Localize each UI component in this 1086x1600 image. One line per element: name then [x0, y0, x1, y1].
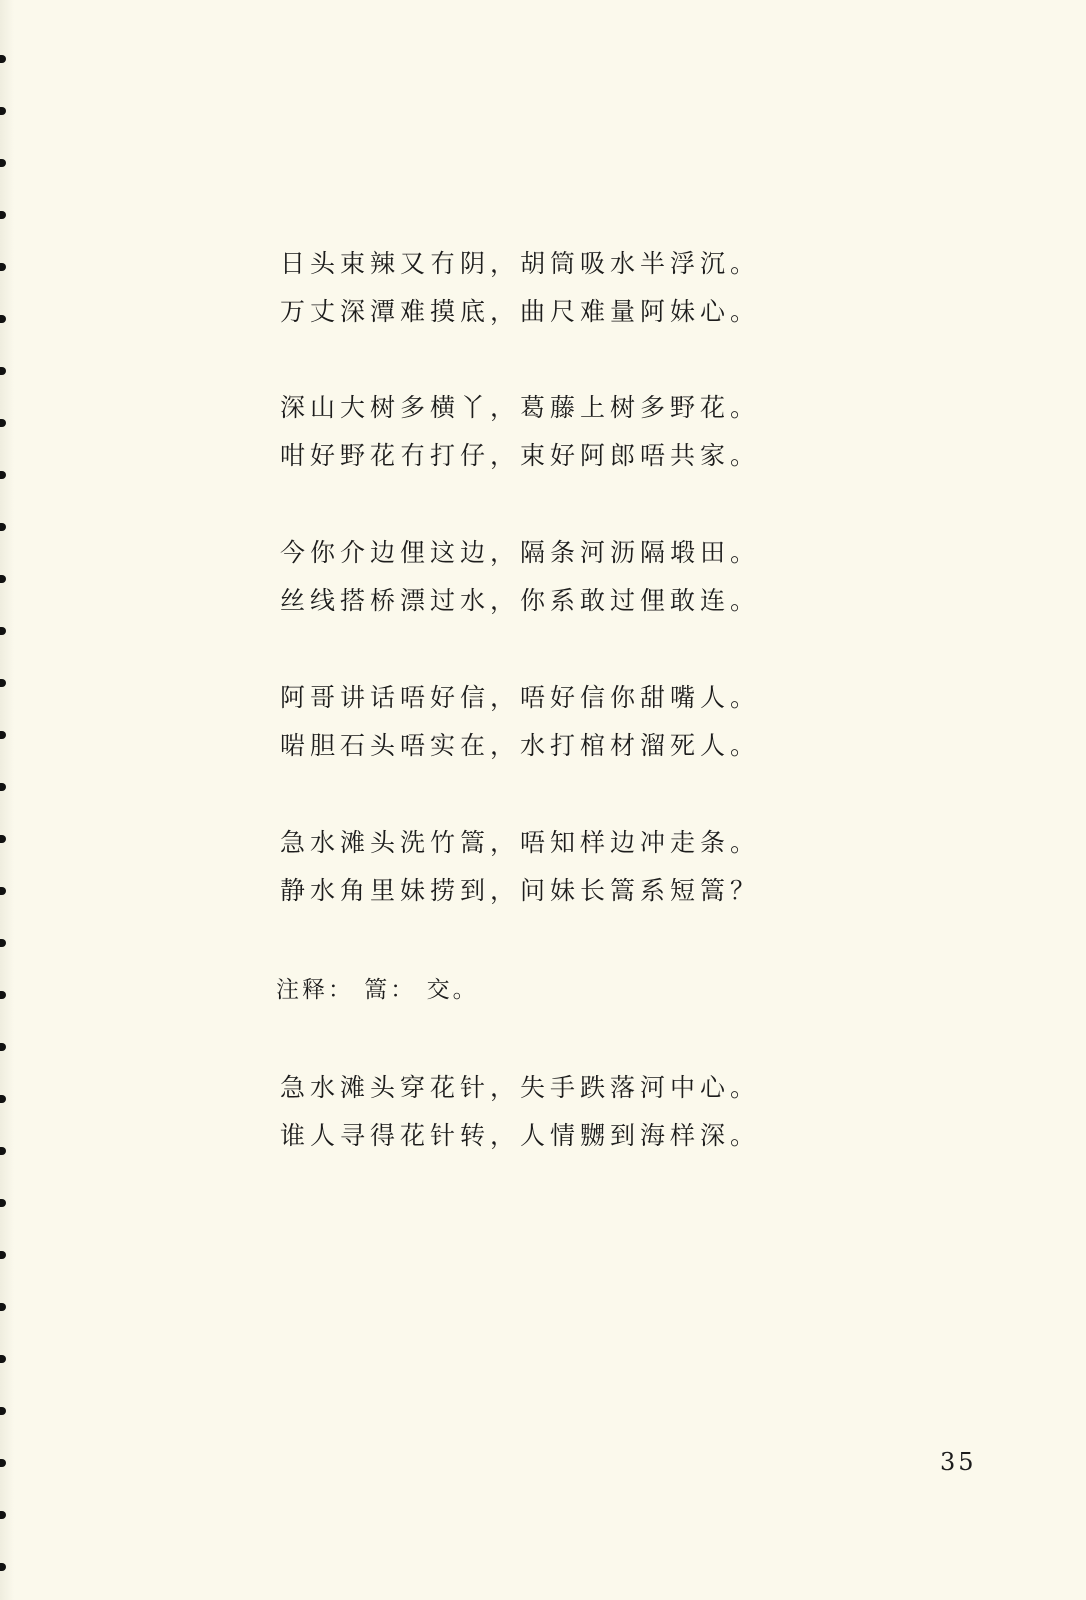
page-number: 35	[940, 1448, 977, 1476]
verse-line: 啱胆石头唔实在，水打棺材溜死人。	[280, 731, 761, 760]
stanza-1	[280, 240, 760, 336]
verse-line: 万丈深潭难摸底，曲尺难量阿妹心。	[280, 297, 761, 326]
stanza-5	[280, 819, 760, 915]
verse-line: 今你介边俚这边，隔条河沥隔塅田。	[280, 538, 761, 567]
verse-line: 日头束辣又冇阴，胡筒吸水半浮沉。	[280, 249, 761, 278]
verse-line: 咁好野花冇打仔，束好阿郎唔共家。	[280, 441, 761, 470]
stanza-3	[280, 529, 760, 625]
verse-line: 深山大树多横丫，葛藤上树多野花。	[280, 393, 761, 422]
verse-line: 阿哥讲话唔好信，唔好信你甜嘴人。	[280, 683, 761, 712]
verse-line: 急水滩头穿花针，失手跌落河中心。	[280, 1073, 761, 1102]
stanza-4	[280, 674, 760, 770]
verse-line: 丝线搭桥漂过水，你系敢过俚敢连。	[280, 586, 761, 615]
verse-line: 静水角里妹捞到，问妹长篙系短篙？	[280, 876, 761, 905]
verse-line: 急水滩头洗竹篙，唔知样边冲走条。	[280, 828, 761, 857]
annotation-note: 注释： 篙： 交。	[276, 977, 479, 1003]
verse-line: 谁人寻得花针转，人情嬲到海样深。	[280, 1121, 761, 1150]
stanza-2	[280, 384, 760, 480]
stanza-6	[280, 1064, 760, 1160]
